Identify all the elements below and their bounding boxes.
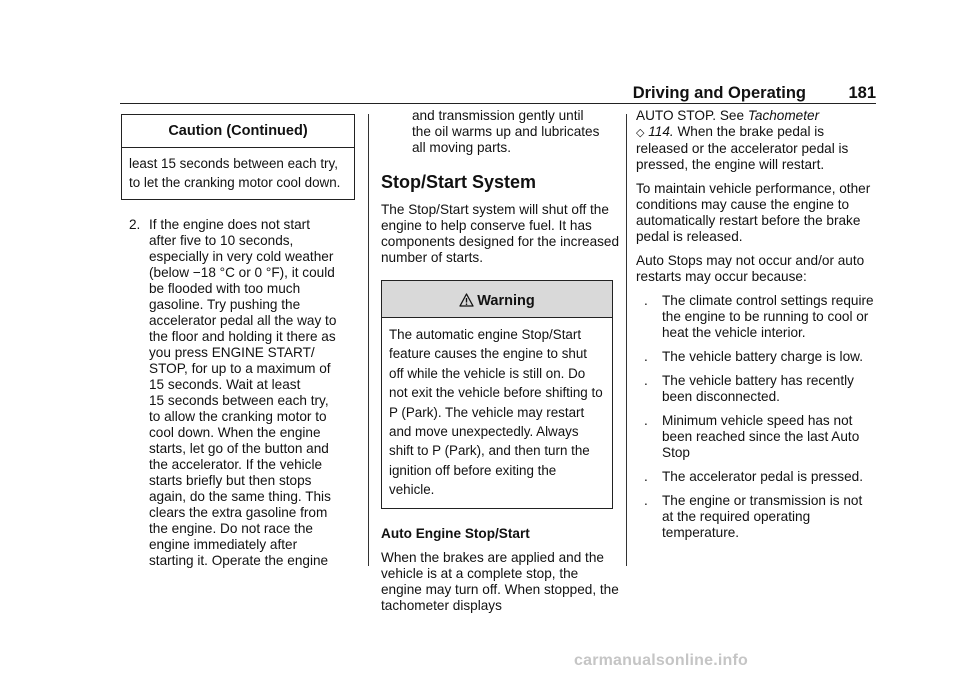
step-line: If the engine does not start	[149, 217, 310, 232]
step-line: starts, let go of the button and	[149, 441, 329, 456]
step-line: engine immediately after	[149, 537, 298, 552]
performance-paragraph: To maintain vehicle performance, other conditions may cause the engine to automatically restart before the brake pedal is released.	[636, 181, 871, 244]
continuation-text	[381, 108, 621, 156]
list-item-text: The vehicle battery charge is low.	[662, 349, 863, 364]
step-line: gasoline. Try pushing the	[149, 297, 301, 312]
column-1	[121, 108, 361, 569]
step-line: be flooded with too much	[149, 281, 301, 296]
step-line: accelerator pedal all the way to	[149, 313, 337, 328]
step-line: 15 seconds. Wait at least	[149, 377, 301, 392]
step-line: cool down. When the engine	[149, 425, 321, 440]
step-line: you press ENGINE START/	[149, 345, 315, 360]
step-number: 2.	[129, 217, 141, 232]
step-line: starts briefly but then stops	[149, 473, 312, 488]
auto-stop-paragraph: When the brakes are applied and the vehicle is at a complete stop, the engine may turn off. When stopped, the tachometer displays	[381, 549, 619, 613]
step-line: (below −18 °C or 0 °F), it could	[149, 265, 335, 280]
step-line: especially in very cold weather	[149, 249, 334, 264]
bullet-marker: .	[644, 293, 648, 308]
caution-body: least 15 seconds between each try, to let the cranking motor cool down.	[129, 156, 341, 190]
bullet-marker: .	[644, 493, 648, 508]
para1-prefix: AUTO STOP. See	[636, 108, 748, 123]
list-item	[636, 293, 876, 341]
continuation-line: all moving parts.	[412, 140, 511, 155]
warning-box	[381, 280, 613, 509]
bullet-marker: .	[644, 373, 648, 388]
list-item	[636, 373, 876, 405]
step-line: after five to 10 seconds,	[149, 233, 294, 248]
list-item-text: Minimum vehicle speed has not been reached since the last Auto Stop	[662, 413, 860, 460]
para1-suffix: When the brake pedal is released or the accelerator pedal is pressed, the engine will restart.	[636, 124, 849, 172]
list-item-text: The engine or transmission is not at the required operating temperature.	[662, 493, 863, 540]
column-2	[381, 108, 621, 614]
page-ref-icon: ◇	[636, 127, 645, 139]
section-intro: The Stop/Start system will shut off the engine to help conserve fuel. It has components designed for the increased number of starts.	[381, 202, 620, 265]
column-divider-1	[368, 114, 369, 566]
step-line: to allow the cranking motor to	[149, 409, 327, 424]
conditions-list	[636, 293, 876, 541]
subheading-auto-stop: Auto Engine Stop/Start	[381, 525, 530, 541]
step-line: 15 seconds between each try,	[149, 393, 329, 408]
column-divider-2	[626, 114, 627, 566]
column-3	[636, 108, 876, 541]
step-line: STOP, for up to a maximum of	[149, 361, 331, 376]
section-title: Stop/Start System	[381, 172, 537, 192]
warning-triangle-icon	[459, 293, 474, 307]
list-item-text: The climate control settings require the engine to be running to cool or heat the vehicle interior.	[662, 293, 874, 340]
list-item	[636, 349, 876, 365]
warning-header	[382, 281, 612, 318]
tachometer-paragraph	[636, 108, 876, 173]
step-line: clears the extra gasoline from	[149, 505, 328, 520]
tachometer-link[interactable]: Tachometer	[747, 108, 820, 123]
header-rule	[120, 103, 876, 104]
bullet-marker: .	[644, 469, 648, 484]
warning-title: Warning	[477, 293, 535, 309]
caution-box	[121, 114, 355, 200]
step-line: starting it. Operate the engine	[149, 553, 329, 568]
continuation-line: and transmission gently until	[412, 108, 584, 123]
page-number: 181	[848, 84, 876, 102]
list-item-text: The accelerator pedal is pressed.	[662, 469, 863, 484]
bullet-marker: .	[644, 349, 648, 364]
step-line: the accelerator. If the vehicle	[149, 457, 323, 472]
step-line: the engine. Do not race the	[149, 521, 313, 536]
numbered-step	[121, 217, 361, 569]
caution-title: Caution (Continued)	[122, 115, 354, 148]
header-section-title: Driving and Operating	[632, 84, 806, 102]
list-item	[636, 469, 876, 485]
page-ref-number[interactable]: 114.	[648, 124, 674, 139]
step-text	[149, 217, 361, 569]
list-item-text: The vehicle battery has recently been disconnected.	[662, 373, 854, 404]
watermark: carmanualsonline.info	[574, 652, 749, 669]
warning-body: The automatic engine Stop/Start feature causes the engine to shut off while the vehicle is still on. Do not exit the vehicle before shifting to P (Park). The vehicle may restart and move unexpectedly. Always shift to P (Park), and then turn the ignition off before exiting the vehicle.	[389, 327, 603, 498]
list-item	[636, 413, 876, 461]
page-header	[120, 80, 876, 104]
continuation-line: the oil warms up and lubricates	[412, 124, 600, 139]
bullet-marker: .	[644, 413, 648, 428]
list-item	[636, 493, 876, 541]
conditions-paragraph: Auto Stops may not occur and/or auto restarts may occur because:	[636, 253, 865, 284]
step-line: again, do the same thing. This	[149, 489, 331, 504]
step-line: the floor and holding it there as	[149, 329, 336, 344]
